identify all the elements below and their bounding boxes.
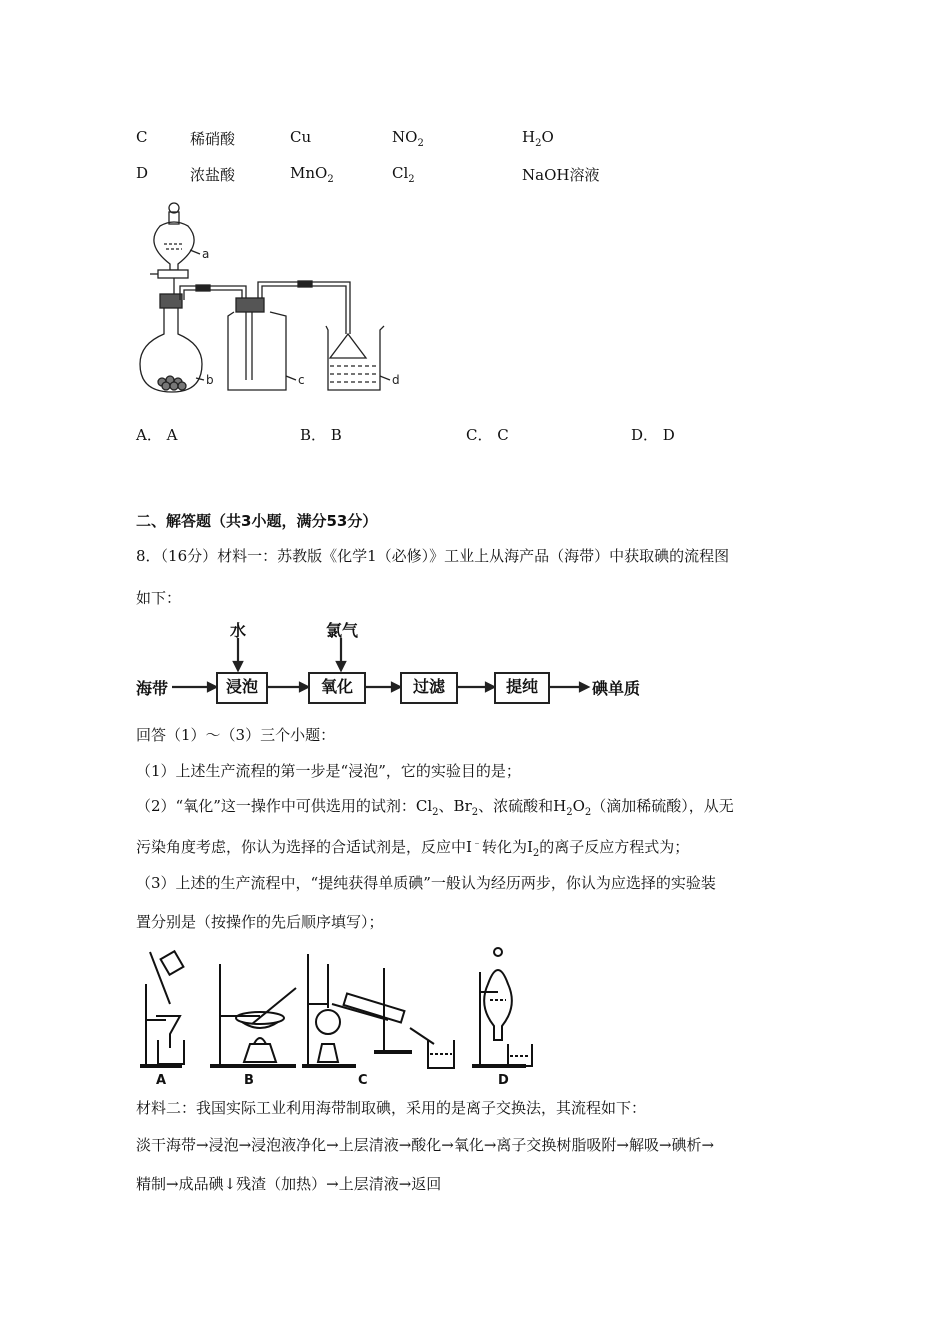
flow-box-purify: 提纯 xyxy=(494,672,550,704)
sub-question-3-line2: 置分别是（按操作的先后顺序填写）； xyxy=(136,913,384,931)
q8-line1: 8．（16分）材料一：苏教版《化学1（必修）》工业上从海产品（海带）中获取碘的流程图 xyxy=(136,547,730,565)
flow-box-soak: 浸泡 xyxy=(216,672,268,704)
answer-intro: 回答（1）～（3）三个小题： xyxy=(136,726,336,744)
sub-question-3-line1: （3）上述的生产流程中，“提纯获得单质碘”一般认为经历两步，你认为应选择的实验装 xyxy=(136,874,716,892)
flow-input-water: 水 xyxy=(230,621,247,640)
sub-question-1: （1）上述生产流程的第一步是“浸泡”，它的实验目的是； xyxy=(136,762,521,780)
section-title: 二、解答题（共3小题，满分53分） xyxy=(136,512,378,530)
flow-box-filter: 过滤 xyxy=(400,672,458,704)
label-a: a xyxy=(202,247,210,261)
material2-title: 材料二：我国实际工业利用海带制取碘，采用的是离子交换法，其流程如下： xyxy=(136,1099,647,1117)
q8-line2: 如下： xyxy=(136,589,182,607)
flow-input-chlorine: 氯气 xyxy=(326,621,359,640)
material2-line2: 精制→成品碘↓残渣（加热）→上层清液→返回 xyxy=(136,1175,442,1193)
sub-question-2-line1: （2）“氧化”这一操作中可供选用的试剂：$Cl_2$、$Br_2$、浓硫酸和$H_2O_2$（滴加稀硫酸），从无 xyxy=(136,797,734,818)
apparatus-label-a: A xyxy=(156,1073,167,1088)
lab-apparatus-diagram xyxy=(136,944,556,1090)
flow-start: 海带 xyxy=(136,679,169,698)
flow-box-oxidize: 氧化 xyxy=(308,672,366,704)
label-b: b xyxy=(206,373,214,387)
label-c: c xyxy=(298,373,305,387)
sub-question-2-line2: 污染角度考虑，你认为选择的合适试剂是，反应中I﹣转化为$I_2$的离子反应方程式为； xyxy=(136,838,690,859)
flow-chart xyxy=(136,618,676,708)
label-d: d xyxy=(392,373,400,387)
choice-a[interactable]: A． A xyxy=(136,426,178,444)
gas-apparatus-diagram xyxy=(130,194,410,404)
apparatus-label-b: B xyxy=(244,1073,254,1088)
choice-c[interactable]: C． C xyxy=(466,426,509,444)
choice-d[interactable]: D． D xyxy=(631,426,675,444)
apparatus-label-d: D xyxy=(498,1073,509,1088)
apparatus-label-c: C xyxy=(358,1073,368,1088)
choice-b[interactable]: B． B xyxy=(300,426,342,444)
material2-line1: 淡干海带→浸泡→浸泡液净化→上层清液→酸化→氧化→离子交换树脂吸附→解吸→碘析→ xyxy=(136,1136,715,1154)
flow-end: 碘单质 xyxy=(592,679,641,698)
